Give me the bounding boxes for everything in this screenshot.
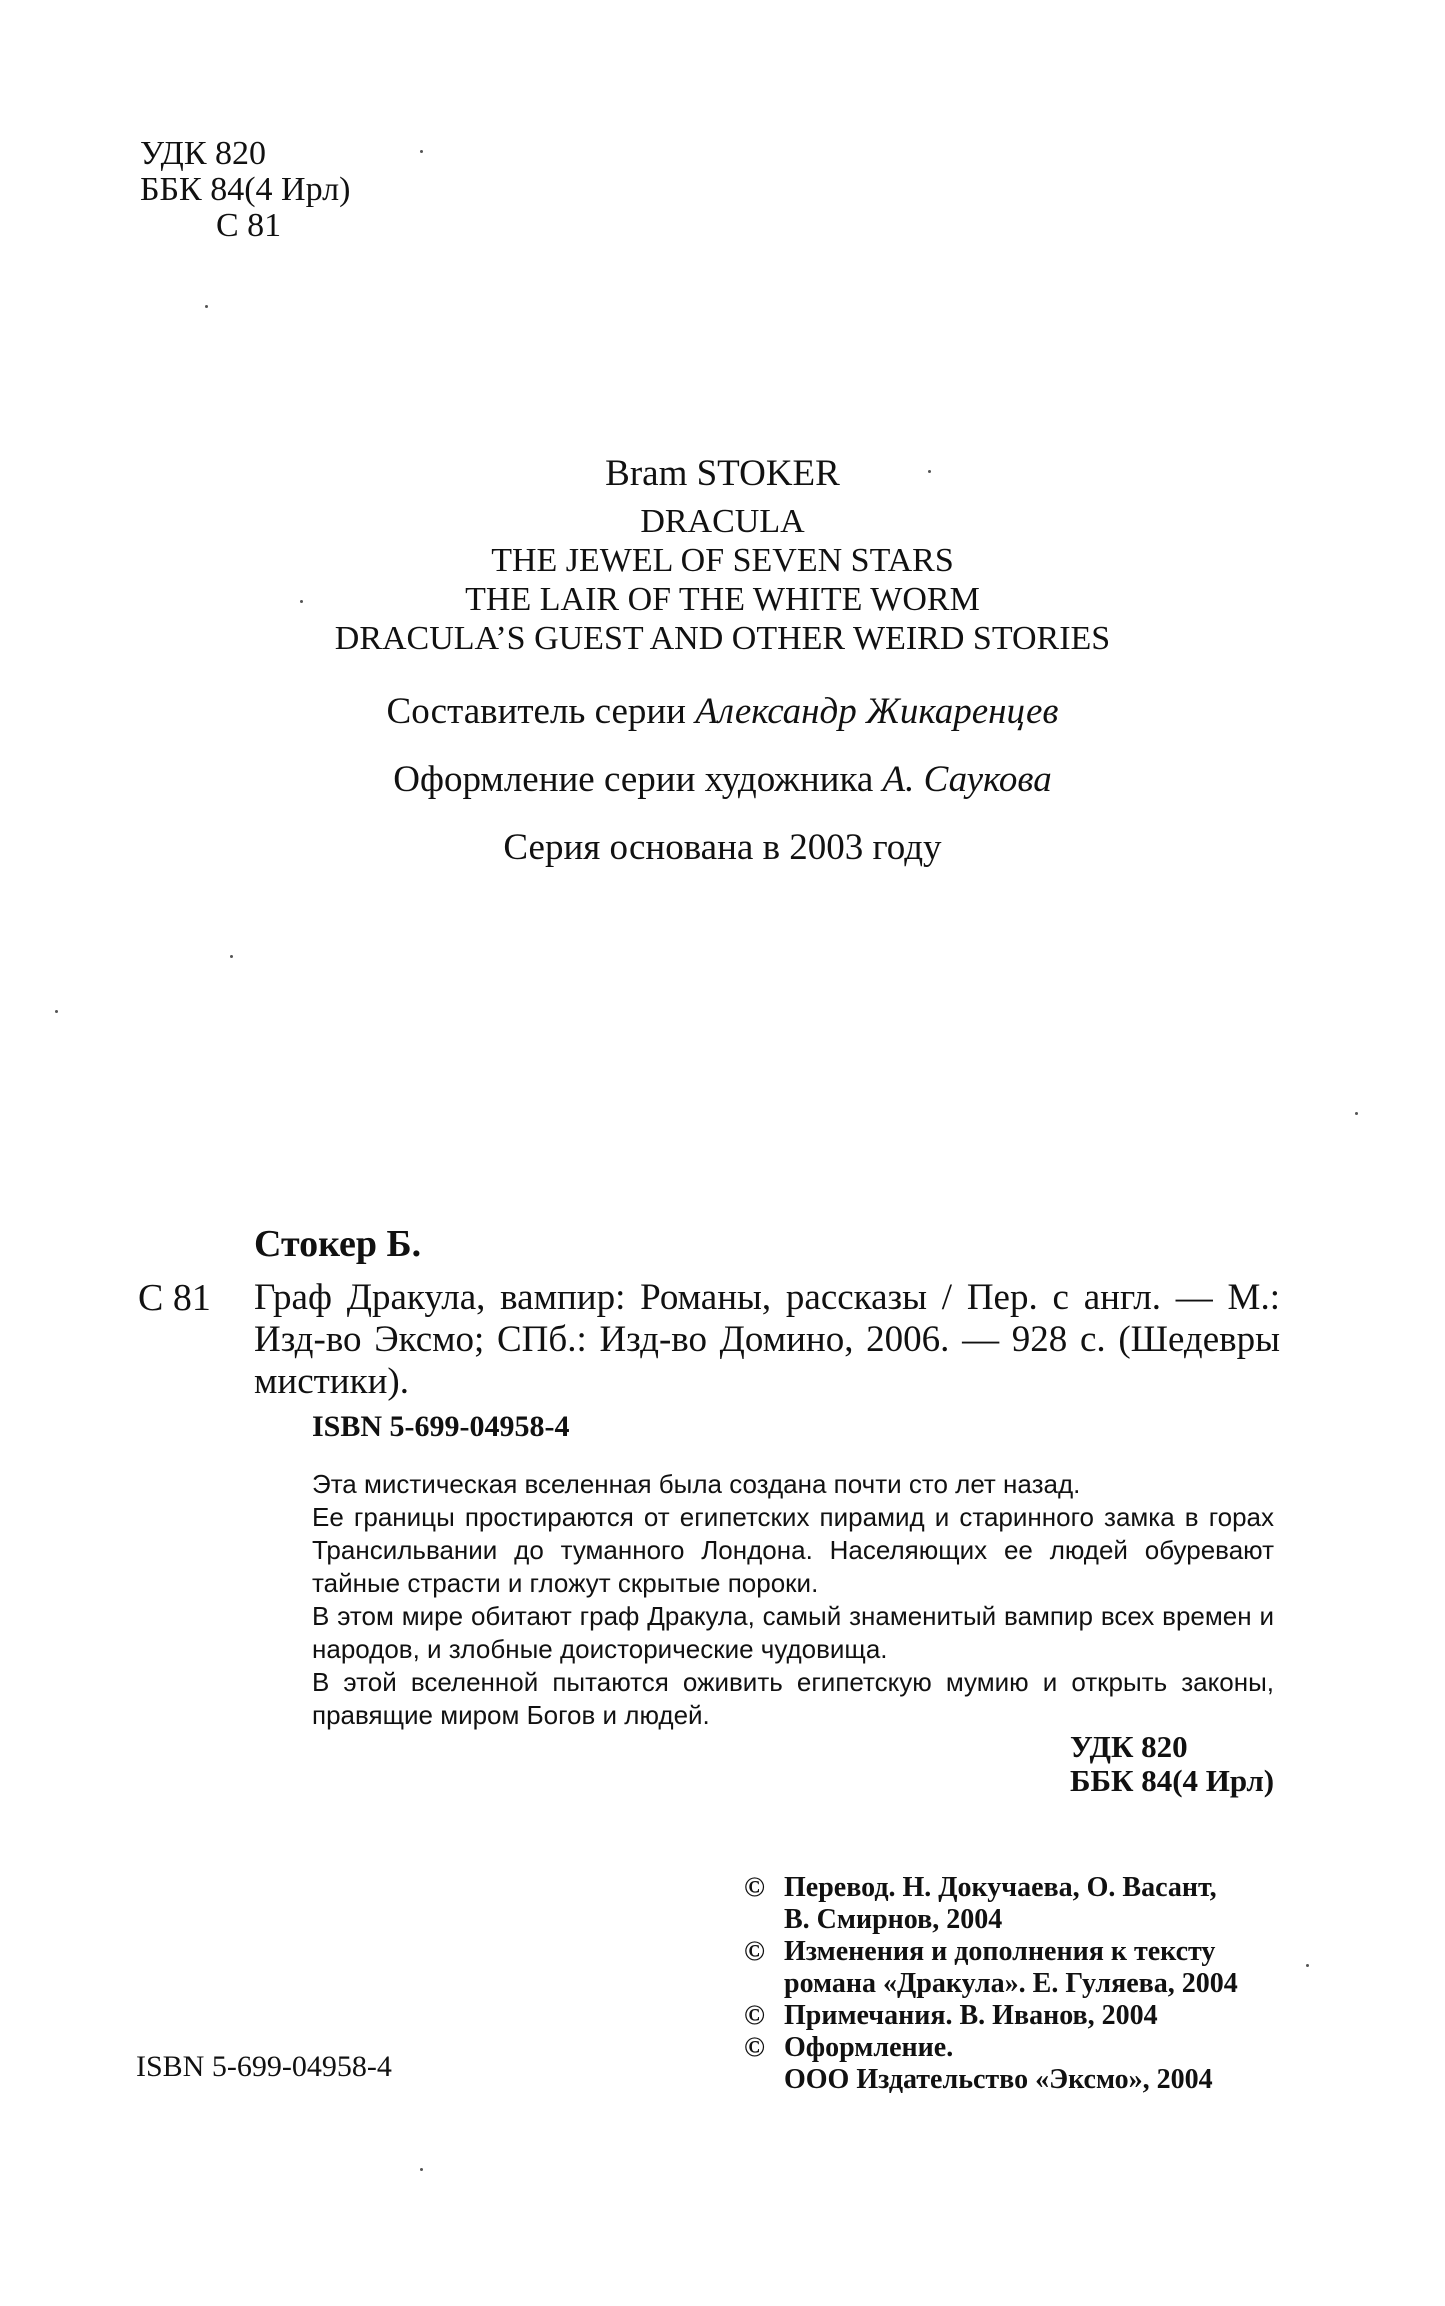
- bbk-code: ББК 84(4 Ирл): [140, 171, 351, 208]
- copyright-notices: [744, 1872, 1304, 2096]
- annotation-paragraph: В этой вселенной пытаются оживить египетскую мумию и открыть законы, правящие миром Богов и людей.: [312, 1667, 1274, 1730]
- copyright-item: [744, 1936, 1304, 2000]
- copyright-text: Изменения и дополнения к тексту: [784, 1936, 1216, 1967]
- copyright-text: Оформление.: [784, 2032, 954, 2063]
- compiler-name: Александр Жикаренцев: [695, 691, 1059, 732]
- dust-speck: [928, 470, 931, 473]
- dust-speck: [420, 150, 423, 153]
- english-author: Bram STOKER: [605, 453, 840, 494]
- catalog-author: Стокер Б.: [254, 1223, 422, 1265]
- annotation: [312, 1468, 1274, 1732]
- dust-speck: [1306, 1964, 1309, 1967]
- catalog-description: Граф Дракула, вампир: Романы, рассказы / Пер. с англ. — М.: Изд-во Эксмо; СПб.: Изд-во Домино, 2006. — 928 с. (Шедевры мистики).: [254, 1277, 1280, 1402]
- bottom-isbn: ISBN 5-699-04958-4: [136, 2050, 392, 2083]
- dust-speck: [1355, 1112, 1358, 1115]
- copyright-symbol: ©: [744, 1936, 765, 1967]
- copyright-text: Примечания. В. Иванов, 2004: [784, 2000, 1158, 2031]
- copyright-symbol: ©: [744, 2000, 765, 2031]
- copyright-text-cont: романа «Дракула». Е. Гуляева, 2004: [784, 1968, 1238, 1999]
- copyright-item: [744, 2032, 1304, 2096]
- annotation-paragraph: В этом мире обитают граф Дракула, самый знаменитый вампир всех времен и народов, и злобные доисторические чудовища.: [312, 1601, 1274, 1664]
- dust-speck: [205, 305, 208, 308]
- bbk-code: ББК 84(4 Ирл): [1070, 1763, 1275, 1798]
- copyright-item: [744, 1872, 1304, 1936]
- copyright-text-cont: В. Смирнов, 2004: [784, 1904, 1003, 1935]
- catalog-mark: С 81: [138, 1277, 211, 1319]
- copyright-item: [744, 2000, 1304, 2032]
- compiler-label: Составитель серии: [386, 691, 686, 732]
- design-label: Оформление серии художника: [393, 759, 874, 800]
- copyright-text-cont: ООО Издательство «Эксмо», 2004: [784, 2064, 1213, 2095]
- dust-speck: [420, 2168, 423, 2171]
- copyright-text: Перевод. Н. Докучаева, О. Васант,: [784, 1872, 1217, 1903]
- dust-speck: [230, 955, 233, 958]
- dust-speck: [300, 600, 303, 603]
- library-codes-top: [140, 136, 350, 244]
- title-line: THE JEWEL OF SEVEN STARS: [491, 542, 954, 579]
- udk-code: УДК 820: [140, 135, 267, 172]
- udk-code: УДК 820: [1070, 1729, 1188, 1764]
- english-titles: [0, 502, 1445, 658]
- copyright-symbol: ©: [744, 2032, 765, 2063]
- title-line: DRACULA: [640, 503, 805, 540]
- copyright-symbol: ©: [744, 1872, 765, 1903]
- library-codes-right: [1070, 1730, 1274, 1798]
- annotation-paragraph: Эта мистическая вселенная была создана почти сто лет назад.: [312, 1469, 1081, 1499]
- catalog-isbn: ISBN 5-699-04958-4: [312, 1410, 570, 1443]
- series-design: [0, 758, 1445, 802]
- dust-speck: [55, 1010, 58, 1013]
- title-line: DRACULA’S GUEST AND OTHER WEIRD STORIES: [334, 620, 1111, 657]
- annotation-paragraph: Ее границы простираются от египетских пирамид и старинного замка в горах Трансильвании до туманного Лондона. Населяющих ее людей обуревают тайные страсти и гложут скрытые пороки.: [312, 1502, 1274, 1598]
- series-founded: Серия основана в 2003 году: [503, 827, 942, 868]
- design-name: А. Саукова: [882, 759, 1052, 800]
- title-line: THE LAIR OF THE WHITE WORM: [465, 581, 980, 618]
- series-compiler: [0, 690, 1445, 734]
- author-mark: С 81: [216, 207, 282, 244]
